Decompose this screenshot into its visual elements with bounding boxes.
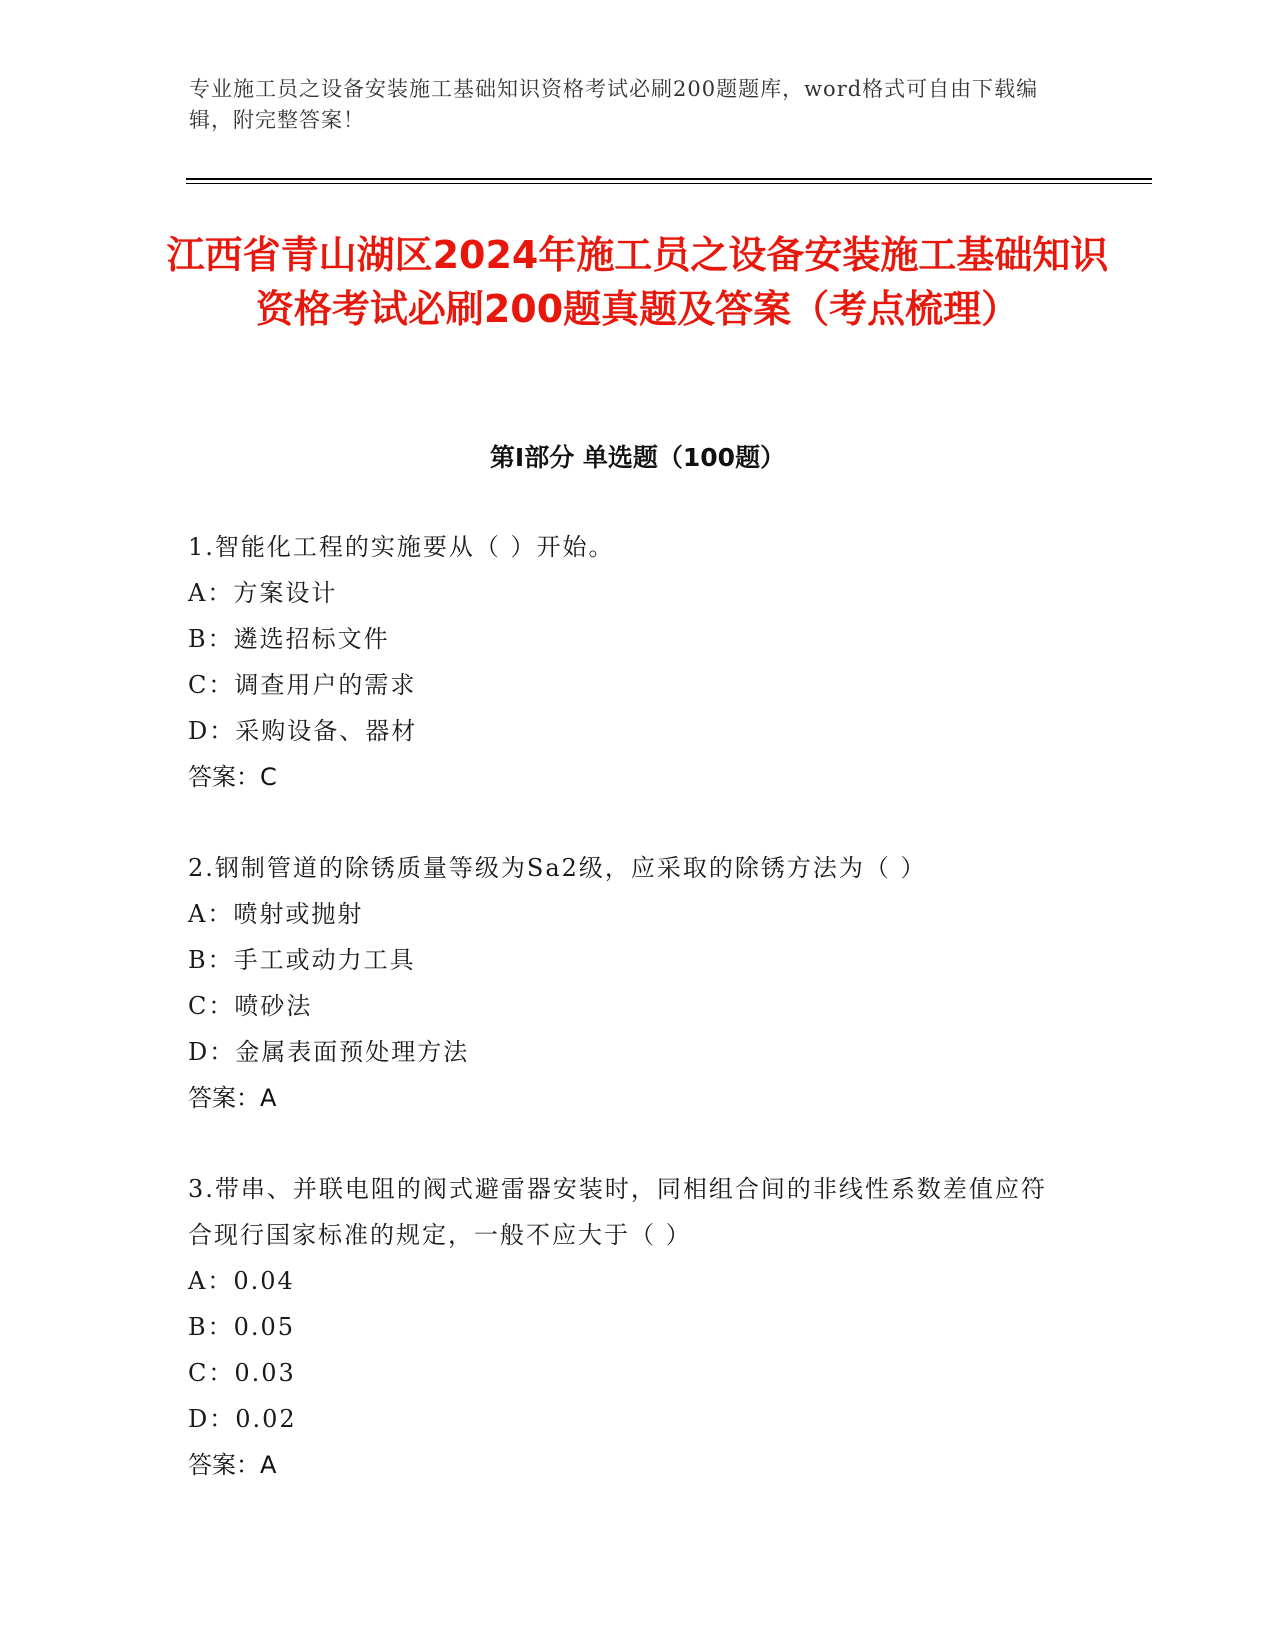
header-divider [186, 178, 1152, 180]
answer: 答案：C [188, 763, 277, 791]
question-2 [188, 845, 1068, 1121]
option-c: C：喷砂法 [188, 992, 313, 1020]
option-c: C：调查用户的需求 [188, 671, 417, 699]
option-b: B：手工或动力工具 [188, 946, 416, 974]
question-stem: 3.带串、并联电阻的阀式避雷器安装时，同相组合间的非线性系数差值应符合现行国家标准的规定，一般不应大于（ ） [188, 1175, 1047, 1249]
question-3 [188, 1166, 1068, 1488]
section-heading: 第I部分 单选题（100题） [489, 443, 786, 472]
option-b: B：遴选招标文件 [188, 625, 390, 653]
header-note: 专业施工员之设备安装施工基础知识资格考试必刷200题题库，word格式可自由下载编辑，附完整答案！ [189, 77, 1039, 132]
answer: 答案：A [188, 1084, 277, 1112]
question-stem: 2.钢制管道的除锈质量等级为Sa2级，应采取的除锈方法为（ ） [188, 854, 927, 882]
answer: 答案：A [188, 1451, 277, 1479]
question-1 [188, 524, 1068, 800]
option-d: D：0.02 [188, 1405, 297, 1433]
option-c: C：0.03 [188, 1359, 296, 1387]
option-d: D：采购设备、器材 [188, 717, 418, 745]
option-d: D：金属表面预处理方法 [188, 1038, 470, 1066]
option-a: A：喷射或抛射 [188, 900, 364, 928]
option-a: A：0.04 [188, 1267, 295, 1295]
question-stem: 1.智能化工程的实施要从（ ）开始。 [188, 533, 615, 561]
document-title: 江西省青山湖区2024年施工员之设备安装施工基础知识资格考试必刷200题真题及答案（考点梳理） [166, 233, 1109, 331]
header-divider-thin [186, 183, 1152, 184]
option-b: B：0.05 [188, 1313, 296, 1341]
question-list [188, 524, 1068, 1533]
option-a: A：方案设计 [188, 579, 338, 607]
